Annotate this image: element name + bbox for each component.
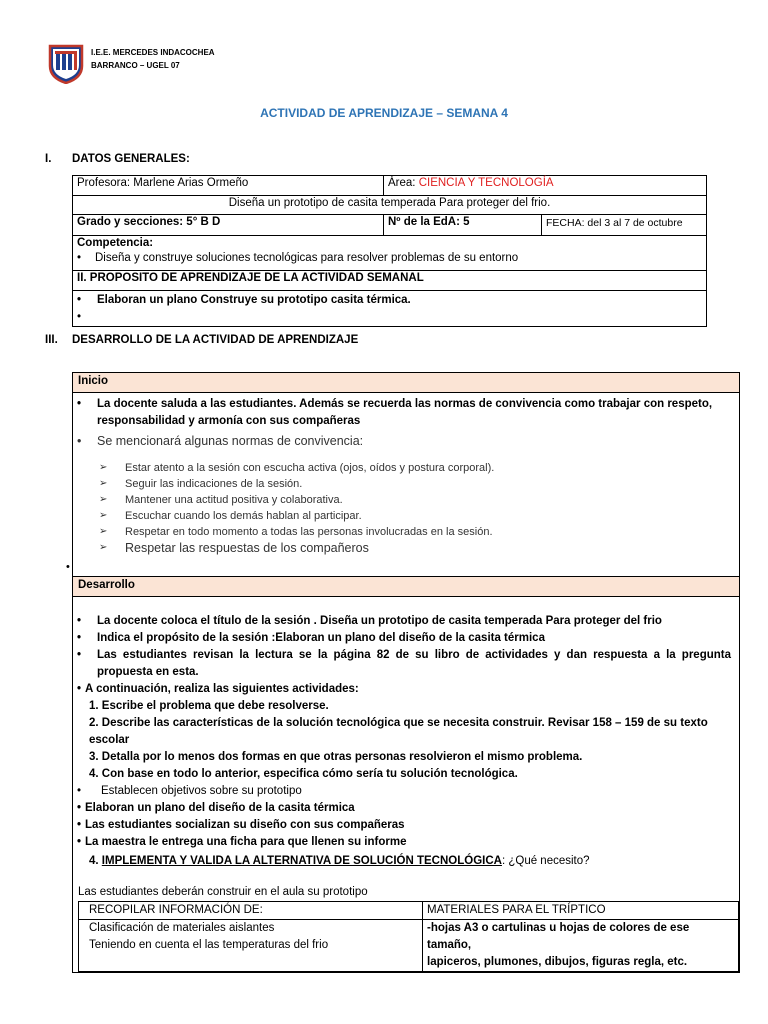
norms-list	[99, 460, 739, 556]
materials-cell-1-line-1: Clasificación de materiales aislantes	[89, 922, 275, 934]
desarrollo-bullet-6: • Elaboran un plano del diseño de la casita térmica	[73, 800, 739, 817]
norm-item: ➢ Mantener una actitud positiva y colaborativa.	[99, 492, 739, 508]
area-cell	[384, 176, 706, 195]
development-table	[72, 372, 740, 973]
profesora-cell: Profesora: Marlene Arias Ormeño	[73, 176, 384, 195]
materials-table	[78, 901, 739, 972]
desarrollo-bullet-8: • La maestra le entrega una ficha para que llenen su informe	[73, 834, 739, 851]
school-name	[91, 46, 215, 72]
eda-cell: Nº de la EdA: 5	[384, 215, 542, 235]
materials-cell-1	[79, 920, 423, 972]
section-1-label: DATOS GENERALES:	[72, 153, 190, 165]
area-label: Área:	[388, 177, 416, 189]
fecha-cell: FECHA: del 3 al 7 de octubre	[546, 217, 683, 229]
activity-step: 3. Detalla por lo menos dos formas en que otras personas resolvieron el mismo problema.	[89, 751, 583, 763]
materials-header-1: RECOPILAR INFORMACIÓN DE:	[79, 902, 423, 920]
norm-item: ➢ Estar atento a la sesión con escucha activa (ojos, oídos y postura corporal).	[99, 460, 739, 476]
document-title: ACTIVIDAD DE APRENDIZAJE – SEMANA 4	[260, 106, 508, 120]
general-data-table	[72, 175, 707, 327]
desarrollo-bullet-1: • La docente coloca el título de la sesión . Diseña un prototipo de casita temperada Para proteger del frio	[73, 613, 739, 630]
implementa-line	[73, 853, 739, 870]
implementa-title: IMPLEMENTA Y VALIDA LA ALTERNATIVA DE SOLUCIÓN TECNOLÓGICA	[101, 855, 502, 867]
school-line-1: I.E.E. MERCEDES INDACOCHEA	[91, 48, 215, 57]
inicio-body	[73, 393, 739, 577]
project-cell: Diseña un prototipo de casita temperada Para proteger del frio.	[228, 197, 551, 209]
desarrollo-header: Desarrollo	[73, 577, 739, 597]
construir-text: Las estudiantes deberán construir en el aula su prototipo	[78, 886, 368, 898]
implementa-number: 4.	[89, 855, 99, 867]
materials-cell-2	[423, 920, 739, 972]
materials-cell-2-line-2: lapiceros, plumones, dibujos, figuras regla, etc.	[427, 956, 688, 968]
materials-header-2: MATERIALES PARA EL TRÍPTICO	[423, 902, 739, 920]
section-1-number: I.	[45, 153, 52, 165]
desarrollo-bullet-5: • Establecen objetivos sobre su prototipo	[73, 783, 739, 800]
desarrollo-body	[73, 597, 739, 972]
norm-item: ➢ Escuchar cuando los demás hablan al participar.	[99, 508, 739, 524]
activity-step: 2. Describe las características de la solución tecnológica que se necesita construir. Revisar 158 – 159 de su texto escolar	[89, 717, 708, 746]
desarrollo-bullet-2: • Indica el propósito de la sesión :Elaboran un plano del diseño de la casita térmica	[73, 630, 739, 647]
desarrollo-bullet-3: • Las estudiantes revisan la lectura se la página 82 de su libro de actividades y dan respuesta a la pregunta propuesta en esta.	[73, 647, 739, 681]
stray-bullet: •	[66, 561, 70, 573]
activity-step: 1. Escribe el problema que debe resolverse.	[89, 700, 329, 712]
activity-step: 4. Con base en todo lo anterior, especifica cómo sería tu solución tecnológica.	[89, 768, 518, 780]
desarrollo-bullet-4: • A continuación, realiza las siguientes actividades:	[73, 681, 739, 698]
school-crest-icon	[47, 44, 85, 84]
section-3-number: III.	[45, 334, 58, 346]
inicio-paragraph: • La docente saluda a las estudiantes. Además se recuerda las normas de convivencia como trabajar con respeto, responsabilidad y armonía con sus compañeras	[73, 396, 739, 430]
norm-item: ➢ Seguir las indicaciones de la sesión.	[99, 476, 739, 492]
materials-cell-1-line-2: Teniendo en cuenta el las temperaturas del frio	[89, 939, 329, 951]
norm-item: ➢ Respetar las respuestas de los compañeros	[99, 540, 739, 556]
area-value: CIENCIA Y TECNOLOGÍA	[418, 177, 554, 189]
norms-intro: • Se mencionará algunas normas de convivencia:	[73, 433, 739, 450]
desarrollo-bullet-7: • Las estudiantes socializan su diseño con sus compañeras	[73, 817, 739, 834]
grado-cell: Grado y secciones: 5° B D	[73, 215, 384, 235]
inicio-header: Inicio	[73, 373, 739, 393]
implementa-question: : ¿Qué necesito?	[501, 855, 590, 867]
section-3-label: DESARROLLO DE LA ACTIVIDAD DE APRENDIZAJE	[72, 334, 359, 346]
proposito-text: • Elaboran un plano Construye su prototipo casita térmica.	[73, 292, 706, 309]
norm-item: ➢ Respetar en todo momento a todas las personas involucradas en la sesión.	[99, 524, 739, 540]
proposito-empty-bullet	[73, 309, 706, 326]
materials-cell-2-line-1: -hojas A3 o cartulinas u hojas de colores de ese tamaño,	[427, 922, 690, 951]
competencia-label: Competencia:	[77, 237, 154, 249]
competencia-text: • Diseña y construye soluciones tecnológicas para resolver problemas de su entorno	[73, 250, 706, 267]
activity-steps	[73, 698, 739, 783]
school-line-2: BARRANCO – UGEL 07	[91, 61, 180, 70]
proposito-title: II. PROPOSITO DE APRENDIZAJE DE LA ACTIVIDAD SEMANAL	[77, 272, 424, 284]
